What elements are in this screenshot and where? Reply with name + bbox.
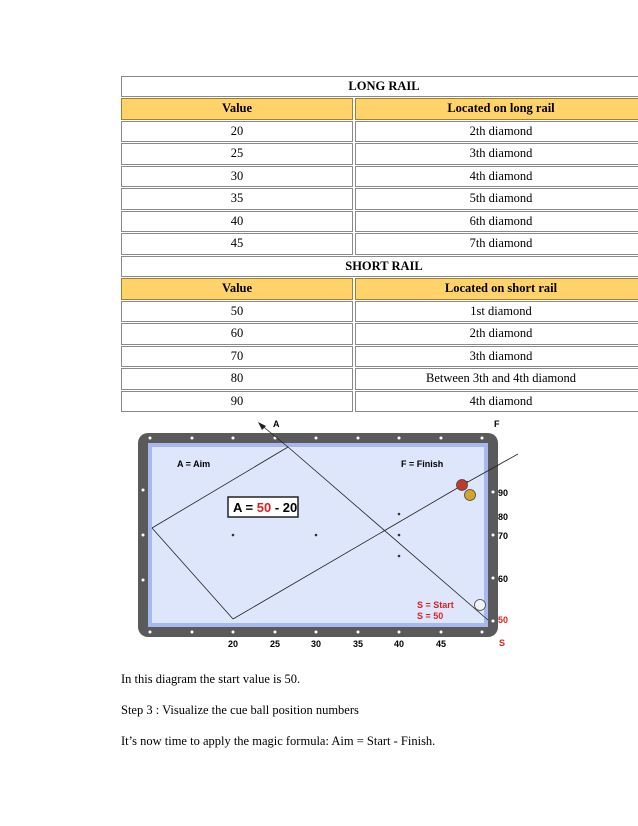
- location-cell: 2th diamond: [355, 121, 638, 143]
- right-number: 60: [498, 574, 509, 584]
- value-cell: 90: [121, 391, 353, 413]
- right-number: 50: [498, 615, 509, 625]
- billiard-table-diagram: [120, 418, 520, 652]
- location-cell: 2th diamond: [355, 323, 638, 345]
- red-ball: [457, 480, 468, 491]
- table-row: [120, 390, 638, 413]
- table-row: [120, 188, 638, 211]
- bottom-rail-numbers: [228, 639, 446, 649]
- paragraph-start-value: In this diagram the start value is 50.: [121, 672, 301, 686]
- start-legend: S = Start: [417, 600, 454, 610]
- right-rail-numbers: [498, 488, 508, 625]
- value-cell: 80: [121, 368, 353, 390]
- table-row: [120, 120, 638, 143]
- long-rail-location-header: Located on long rail: [355, 98, 638, 120]
- long-rail-value-header: Value: [121, 98, 353, 120]
- value-cell: 40: [121, 211, 353, 233]
- long-rail-title: LONG RAIL: [121, 76, 638, 98]
- bottom-number: 30: [310, 639, 322, 649]
- table-row: [120, 210, 638, 233]
- table-row: [120, 345, 638, 368]
- table-row: [120, 368, 638, 391]
- value-cell: 35: [121, 188, 353, 210]
- start-value-legend: S = 50: [417, 611, 444, 621]
- location-cell: 4th diamond: [355, 391, 638, 413]
- table-row: [120, 323, 638, 346]
- formula-suffix: - 20: [271, 500, 298, 515]
- location-cell: 6th diamond: [355, 211, 638, 233]
- right-number: 70: [498, 531, 509, 541]
- location-cell: Between 3th and 4th diamond: [355, 368, 638, 390]
- value-cell: 50: [121, 301, 353, 323]
- bottom-number: 40: [393, 639, 405, 649]
- location-cell: 5th diamond: [355, 188, 638, 210]
- finish-legend: F = Finish: [401, 459, 444, 469]
- value-cell: 60: [121, 323, 353, 345]
- label-s: S: [499, 638, 506, 648]
- value-cell: 45: [121, 233, 353, 255]
- value-cell: 20: [121, 121, 353, 143]
- table-row: [120, 165, 638, 188]
- value-cell: 25: [121, 143, 353, 165]
- formula-start-value: 50: [256, 500, 272, 515]
- short-rail-header-row: [120, 278, 638, 301]
- label-a: A: [273, 419, 280, 429]
- right-number: 90: [498, 488, 509, 498]
- value-cell: 30: [121, 166, 353, 188]
- cue-ball: [475, 600, 486, 611]
- right-number: 80: [498, 512, 509, 522]
- formula-prefix: A =: [233, 500, 257, 515]
- table-row: [120, 300, 638, 323]
- location-cell: 3th diamond: [355, 346, 638, 368]
- bottom-number: 20: [227, 639, 239, 649]
- long-rail-header-row: [120, 98, 638, 121]
- bottom-number: 25: [269, 639, 281, 649]
- bottom-number: 35: [352, 639, 364, 649]
- value-cell: 70: [121, 346, 353, 368]
- table-row: [120, 143, 638, 166]
- location-cell: 1st diamond: [355, 301, 638, 323]
- short-rail-location-header: Located on short rail: [355, 278, 638, 300]
- location-cell: 7th diamond: [355, 233, 638, 255]
- aim-arrowhead: [258, 422, 266, 430]
- short-rail-title: SHORT RAIL: [121, 256, 638, 278]
- long-rail-title-row: [120, 75, 638, 98]
- rail-values-table: [120, 75, 638, 413]
- location-cell: 4th diamond: [355, 166, 638, 188]
- table-row: [120, 233, 638, 256]
- yellow-ball: [465, 490, 476, 501]
- paragraph-formula: It’s now time to apply the magic formula: Aim = Start - Finish.: [121, 734, 436, 748]
- paragraph-step-3: Step 3 : Visualize the cue ball position numbers: [121, 703, 359, 717]
- location-cell: 3th diamond: [355, 143, 638, 165]
- aim-legend: A = Aim: [177, 459, 211, 469]
- bottom-number: 45: [435, 639, 447, 649]
- short-rail-title-row: [120, 255, 638, 278]
- formula-text: [233, 500, 297, 515]
- short-rail-value-header: Value: [121, 278, 353, 300]
- label-f: F: [494, 419, 500, 429]
